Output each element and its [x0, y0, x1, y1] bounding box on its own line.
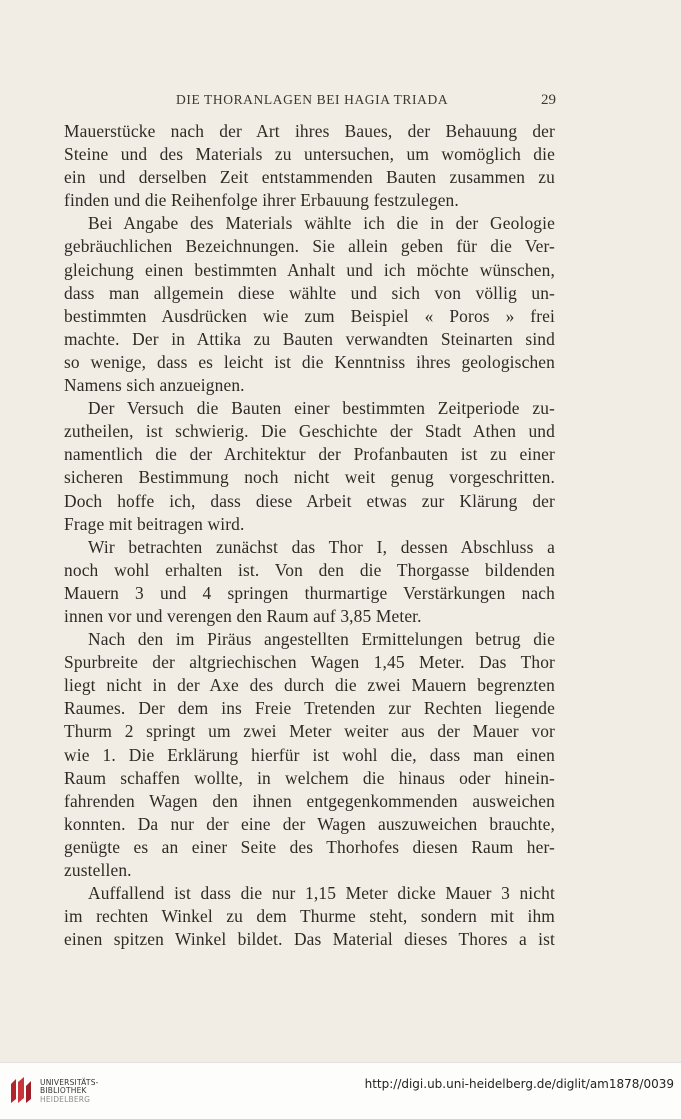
- text-line: Namens sich anzueignen.: [64, 375, 245, 396]
- library-name-line: BIBLIOTHEK: [40, 1086, 87, 1096]
- library-name: [40, 1079, 99, 1104]
- text-line: gleichung einen bestimmten Anhalt und ich möchte wünschen,: [64, 259, 555, 280]
- text-line: wie 1. Die Erklärung hierfür ist wohl die, dass man einen: [64, 744, 555, 765]
- text-line: finden und die Reihenfolge ihrer Erbauung festzulegen.: [64, 190, 459, 211]
- text-line: genügte es an einer Seite des Thorhofes diesen Raum her-: [64, 836, 555, 857]
- text-line: ein und derselben Zeit entstammenden Bauten zusammen zu: [64, 167, 555, 188]
- text-line: Mauern 3 und 4 springen thurmartige Verstärkungen nach: [64, 582, 555, 603]
- body-text: [64, 120, 555, 951]
- text-line: einen spitzen Winkel bildet. Das Material dieses Thores a ist: [64, 929, 555, 950]
- text-line: Nach den im Piräus angestellten Ermittelungen betrug die: [88, 629, 555, 650]
- text-line: bestimmten Ausdrücken wie zum Beispiel « Poros » frei: [64, 305, 555, 326]
- running-head: DIE THORANLAGEN BEI HAGIA TRIADA: [176, 92, 449, 107]
- source-url-link[interactable]: http://digi.ub.uni-heidelberg.de/diglit/am1878/0039: [364, 1077, 674, 1091]
- text-line: liegt nicht in der Axe des durch die zwei Mauern begrenzten: [64, 675, 555, 696]
- text-line: innen vor und verengen den Raum auf 3,85 Meter.: [64, 605, 422, 626]
- text-line: Spurbreite der altgriechischen Wagen 1,45 Meter. Das Thor: [64, 652, 555, 673]
- text-line: noch wohl erhalten ist. Von den die Thorgasse bildenden: [64, 559, 555, 580]
- text-line: zustellen.: [64, 860, 132, 880]
- text-line: Mauerstücke nach der Art ihres Baues, der Behauung der: [64, 121, 555, 141]
- text-line: Frage mit beitragen wird.: [64, 513, 245, 534]
- text-line: fahrenden Wagen den ihnen entgegenkommenden ausweichen: [64, 790, 555, 811]
- text-line: Der Versuch die Bauten einer bestimmten Zeitperiode zu-: [88, 398, 555, 419]
- text-line: im rechten Winkel zu dem Thurme steht, sondern mit ihm: [64, 906, 555, 927]
- university-library-logo-icon: [8, 1075, 34, 1105]
- text-line: zutheilen, ist schwierig. Die Geschichte der Stadt Athen und: [64, 421, 555, 442]
- text-line: konnten. Da nur der eine der Wagen auszuweichen brauchte,: [64, 813, 555, 834]
- library-name-line: HEIDELBERG: [40, 1094, 91, 1104]
- text-line: Raumes. Der dem ins Freie Tretenden zur Rechten liegende: [64, 698, 555, 719]
- text-line: so wenige, dass es leicht ist die Kenntniss ihres geologischen: [64, 351, 555, 372]
- text-line: Doch hoffe ich, dass diese Arbeit etwas zur Klärung der: [64, 490, 555, 511]
- text-line: Steine und des Materials zu untersuchen, um womöglich die: [64, 144, 555, 165]
- text-line: Raum schaffen wollte, in welchem die hinaus oder hinein-: [64, 767, 555, 788]
- library-name-line: UNIVERSITÄTS-: [40, 1078, 99, 1087]
- page-number: 29: [541, 92, 556, 108]
- text-line: sicheren Bestimmung noch nicht weit genug vorgeschritten.: [64, 467, 555, 488]
- text-line: Thurm 2 springt um zwei Meter weiter aus der Mauer vor: [64, 721, 555, 742]
- text-line: gebräuchlichen Bezeichnungen. Sie allein geben für die Ver-: [64, 236, 555, 257]
- text-line: Auffallend ist dass die nur 1,15 Meter dicke Mauer 3 nicht: [88, 883, 555, 904]
- text-line: namentlich die der Architektur der Profanbauten ist zu einer: [64, 444, 555, 465]
- text-line: machte. Der in Attika zu Bauten verwandten Steinarten sind: [64, 328, 555, 349]
- digitization-footer: [0, 1062, 681, 1119]
- text-line: dass man allgemein diese wählte und sich von völlig un-: [64, 282, 555, 303]
- page-header: [64, 92, 564, 112]
- text-line: Bei Angabe des Materials wählte ich die in der Geologie: [88, 213, 555, 234]
- text-line: Wir betrachten zunächst das Thor I, dessen Abschluss a: [88, 536, 555, 557]
